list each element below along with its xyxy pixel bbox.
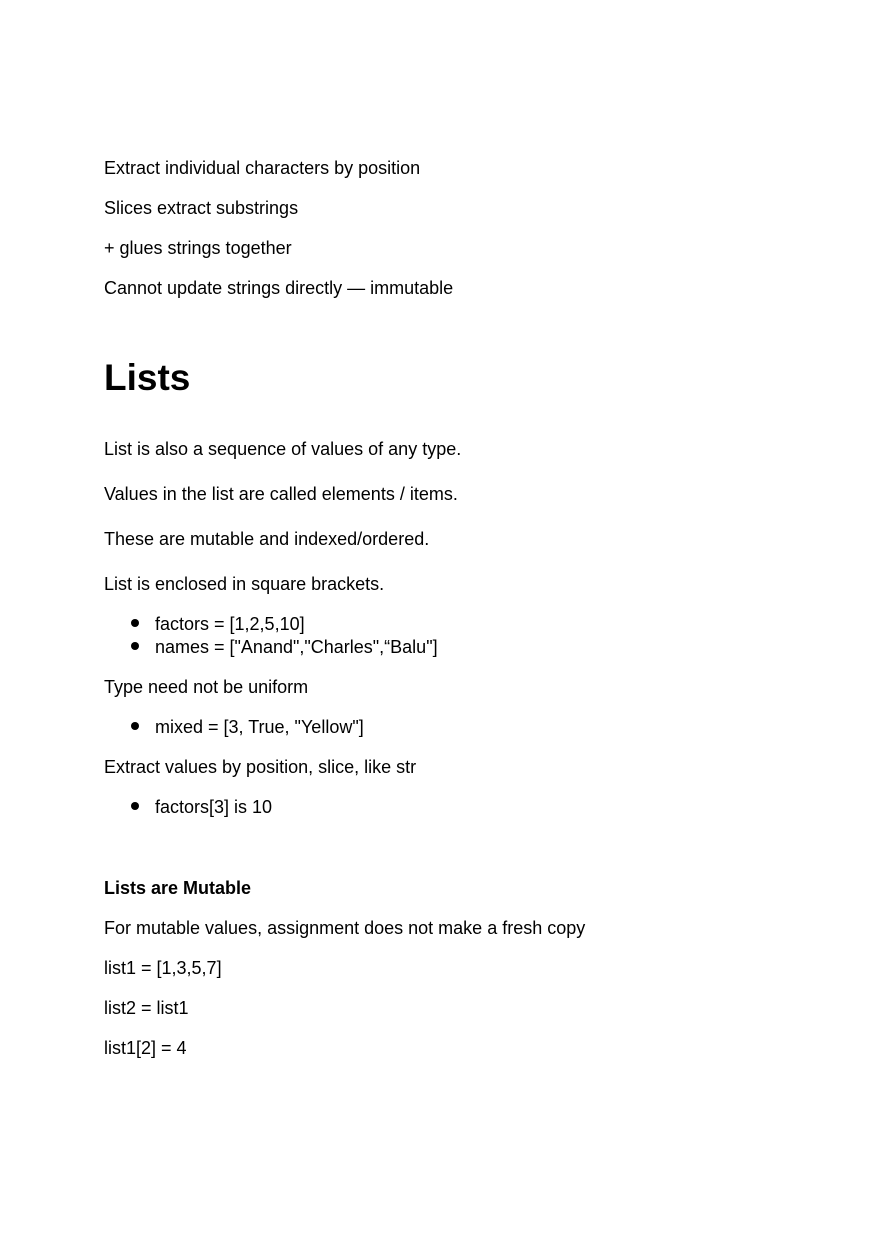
lists-intro-2: Values in the list are called elements / items. bbox=[104, 484, 458, 504]
lists-intro-3: These are mutable and indexed/ordered. bbox=[104, 529, 430, 549]
strings-note-2: Slices extract substrings bbox=[104, 198, 299, 218]
list-item bbox=[131, 716, 364, 738]
list-item bbox=[131, 796, 272, 818]
bullet-text-factors: factors = [1,2,5,10] bbox=[155, 614, 305, 634]
list-item bbox=[131, 613, 305, 635]
bullet-icon bbox=[131, 642, 139, 650]
lists-intro-4: List is enclosed in square brackets. bbox=[104, 574, 385, 594]
mutable-line-4: list1[2] = 4 bbox=[104, 1038, 187, 1058]
bullet-icon bbox=[131, 802, 139, 810]
strings-note-3: + glues strings together bbox=[104, 238, 292, 258]
bullet-text-extract: factors[3] is 10 bbox=[155, 797, 273, 817]
uniform-note: Type need not be uniform bbox=[104, 677, 309, 697]
bullet-text-names: names = ["Anand","Charles",“Balu"] bbox=[155, 637, 438, 657]
mutable-line-1: For mutable values, assignment does not make a fresh copy bbox=[104, 918, 586, 938]
strings-note-1: Extract individual characters by position bbox=[104, 158, 421, 178]
list-item bbox=[131, 636, 438, 658]
bullet-text-mixed: mixed = [3, True, "Yellow"] bbox=[155, 717, 364, 737]
bullet-icon bbox=[131, 619, 139, 627]
extract-note: Extract values by position, slice, like str bbox=[104, 757, 417, 777]
strings-note-4: Cannot update strings directly — immutable bbox=[104, 278, 454, 298]
mutable-heading: Lists are Mutable bbox=[104, 878, 252, 898]
lists-heading: Lists bbox=[104, 357, 191, 398]
lists-intro-1: List is also a sequence of values of any type. bbox=[104, 439, 462, 459]
bullet-icon bbox=[131, 722, 139, 730]
mutable-line-2: list1 = [1,3,5,7] bbox=[104, 958, 222, 978]
mutable-line-3: list2 = list1 bbox=[104, 998, 189, 1018]
